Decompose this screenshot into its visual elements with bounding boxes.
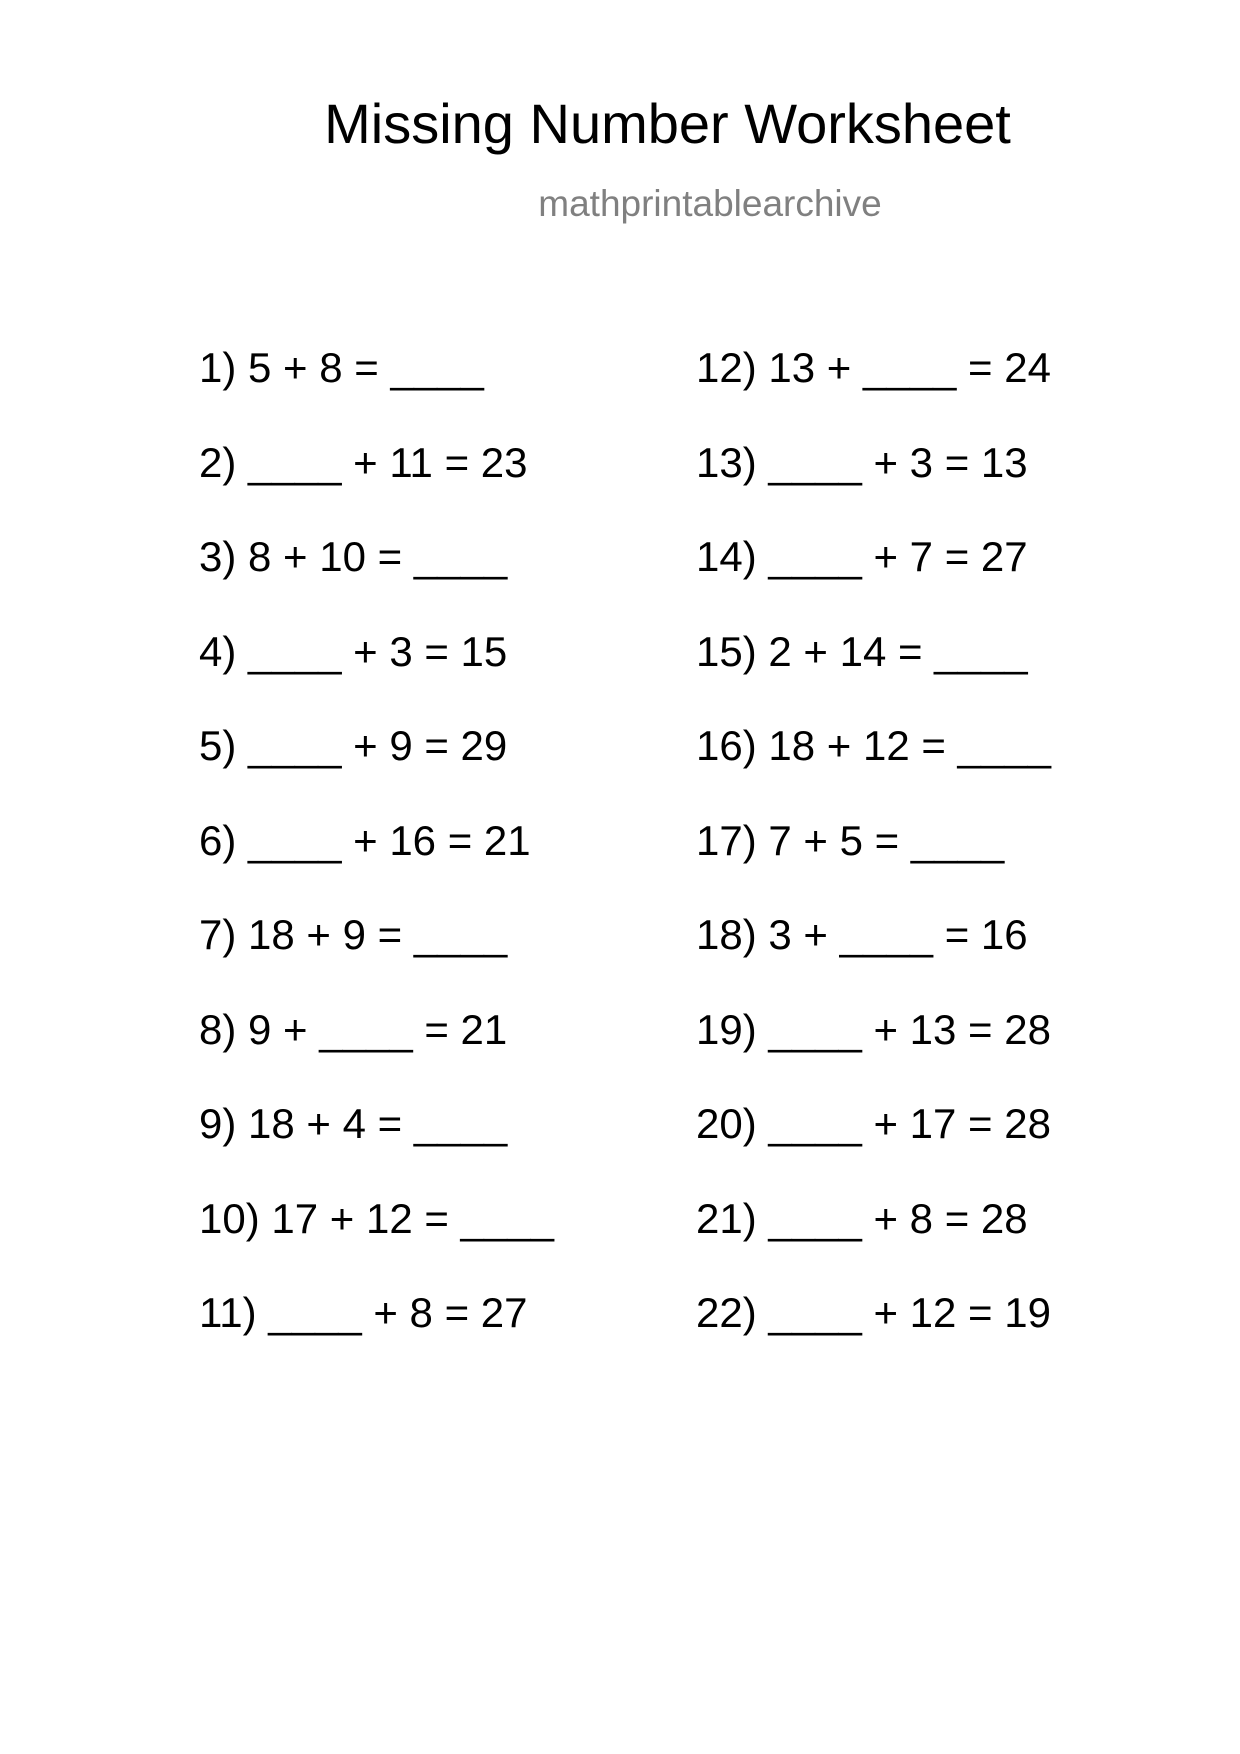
problem-4: 4) ____ + 3 = 15 xyxy=(199,627,508,675)
problem-12: 12) 13 + ____ = 24 xyxy=(696,344,1051,391)
problem-1: 1) 5 + 8 = ____ xyxy=(199,344,484,391)
problem-5: 5) ____ + 9 = 29 xyxy=(199,722,508,769)
problem-6: 6) ____ + 16 = 21 xyxy=(199,816,531,864)
problem-16: 16) 18 + 12 = ____ xyxy=(696,722,1051,769)
problem-8: 8) 9 + ____ = 21 xyxy=(199,1005,508,1053)
problem-11: 11) ____ + 8 = 27 xyxy=(199,1289,528,1336)
worksheet-title: Missing Number Worksheet xyxy=(324,92,1011,155)
problem-20: 20) ____ + 17 = 28 xyxy=(696,1100,1051,1147)
problem-21: 21) ____ + 8 = 28 xyxy=(696,1194,1028,1242)
worksheet-subtitle: mathprintablearchive xyxy=(538,183,882,224)
problems-right-column xyxy=(696,343,1051,1383)
problem-7: 7) 18 + 9 = ____ xyxy=(199,911,508,958)
problem-3: 3) 8 + 10 = ____ xyxy=(199,533,508,580)
problem-18: 18) 3 + ____ = 16 xyxy=(696,911,1028,958)
problems-left-column xyxy=(199,343,554,1383)
problem-9: 9) 18 + 4 = ____ xyxy=(199,1100,508,1147)
problem-2: 2) ____ + 11 = 23 xyxy=(199,438,528,486)
problem-22: 22) ____ + 12 = 19 xyxy=(696,1289,1051,1336)
problem-10: 10) 17 + 12 = ____ xyxy=(199,1194,554,1242)
problem-17: 17) 7 + 5 = ____ xyxy=(696,816,1005,864)
problem-19: 19) ____ + 13 = 28 xyxy=(696,1005,1051,1053)
problem-13: 13) ____ + 3 = 13 xyxy=(696,438,1028,486)
problem-15: 15) 2 + 14 = ____ xyxy=(696,627,1028,675)
problem-14: 14) ____ + 7 = 27 xyxy=(696,533,1028,580)
